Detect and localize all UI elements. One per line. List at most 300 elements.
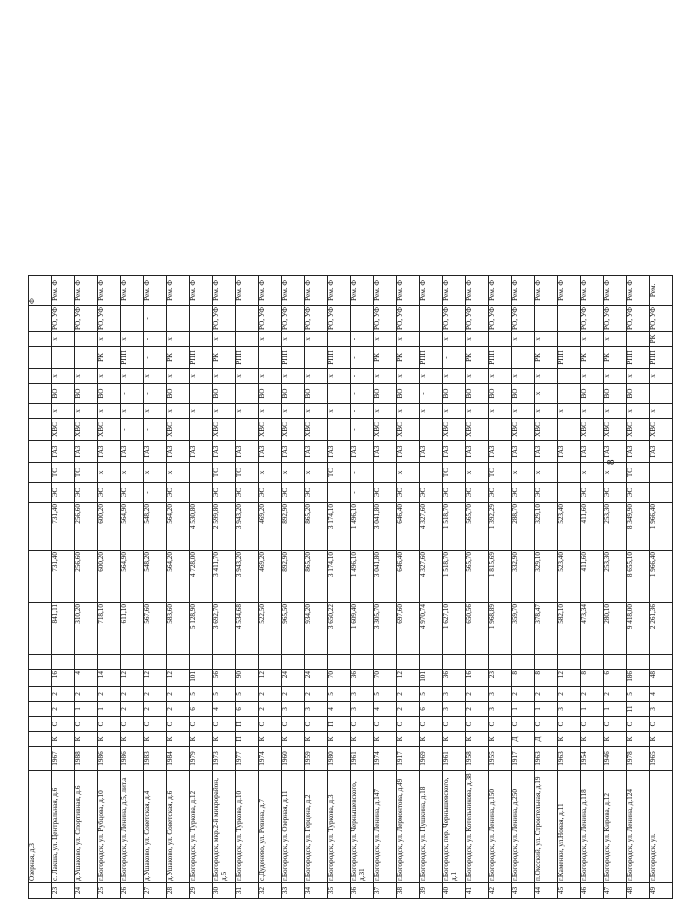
gas-cell: ГАЗ [144, 441, 167, 463]
area-total-cell: 3 692,70 [213, 603, 236, 655]
entrances-cell: 2 [466, 702, 489, 717]
num-cell: 37 [374, 883, 397, 899]
cold-water-cell: ХВС [581, 419, 604, 441]
address-cell: г.Богородск, ул. Лермонтова, д.49 [397, 771, 420, 883]
blank-cell [374, 655, 397, 670]
area-living-cell: 411,60 [581, 551, 604, 603]
hot-water-cell: х [420, 404, 443, 419]
year-cell: 1963 [535, 747, 558, 771]
gas-cell: ГАЗ [535, 441, 558, 463]
lift-cell: х [581, 332, 604, 347]
year-cell: 1980 [328, 747, 351, 771]
floors-cell: 2 [121, 687, 144, 702]
hot-water-cell: х [558, 404, 581, 419]
power-cell [650, 483, 673, 503]
area-living-cell: 1 496,10 [351, 551, 374, 603]
table-row [512, 275, 535, 898]
entrances-cell: 2 [259, 702, 282, 717]
lift-cell: х [282, 332, 305, 347]
table-row [650, 275, 673, 898]
num-cell: 47 [604, 883, 627, 899]
apartments-cell: 8 [535, 670, 558, 687]
roof-cell: РПП [558, 347, 581, 369]
year-cell: 1977 [236, 747, 259, 771]
wall-type-cell: К [627, 732, 650, 747]
power-cell: ЭС [52, 483, 75, 503]
cold-water-cell: ХВС [604, 419, 627, 441]
area-private-cell: 646,40 [397, 503, 420, 551]
blank-cell [328, 655, 351, 670]
address-cell: г.Богородск, ул. Ленина, д.147 [374, 771, 397, 883]
fund-cell: - [144, 305, 167, 331]
drain-cell: ВО [374, 384, 397, 404]
blank-cell [282, 655, 305, 670]
address-cell: г.Богородск, ул. Ленина, д.250 [512, 771, 535, 883]
apartments-cell: 56 [213, 670, 236, 687]
heat-cell: х [259, 463, 282, 483]
area-living-cell: 731,40 [52, 551, 75, 603]
lift-cell [627, 332, 650, 347]
num-cell: 24 [75, 883, 98, 899]
drain-cell: ВО [282, 384, 305, 404]
drain-cell: ВО [489, 384, 512, 404]
table-row [558, 275, 581, 898]
entrances-cell: 1 [75, 702, 98, 717]
blank-cell [650, 655, 673, 670]
area-total-cell: 697,60 [397, 603, 420, 655]
address-cell: с.Дуденево, ул. Ревина, д.7 [259, 771, 282, 883]
num-cell: 29 [190, 883, 213, 899]
repair-cell: Рем. Ф [374, 275, 397, 305]
area-living-cell: 565,70 [466, 551, 489, 603]
sewer-cell: х [144, 369, 167, 384]
cold-water-cell: ХВС [98, 419, 121, 441]
lift-cell [75, 332, 98, 347]
sewer-cell: х [305, 369, 328, 384]
address-cell: г.Богородск, ул. Кирова, д.12 [604, 771, 627, 883]
table-row [581, 275, 604, 898]
area-living-cell: 3 041,80 [374, 551, 397, 603]
sewer-cell: х [75, 369, 98, 384]
heat-cell: ТС [75, 463, 98, 483]
area-private-cell: 253,30 [604, 503, 627, 551]
type-cell: С [558, 717, 581, 732]
repair-cell: Рем. Ф [236, 275, 259, 305]
year-cell: 1986 [121, 747, 144, 771]
blank-cell [167, 655, 190, 670]
repair-cell: Рем. Ф [305, 275, 328, 305]
cold-water-cell [328, 419, 351, 441]
floors-cell: 2 [98, 687, 121, 702]
wall-type-cell: П [236, 732, 259, 747]
type-cell: С [604, 717, 627, 732]
wall-type-cell: К [581, 732, 604, 747]
area-living-cell: 329,10 [535, 551, 558, 603]
lift-cell [558, 332, 581, 347]
gas-cell: ГАЗ [167, 441, 190, 463]
area-total-cell: 4 970,74 [420, 603, 443, 655]
roof-cell: РПП [489, 347, 512, 369]
area-private-cell: 600,20 [98, 503, 121, 551]
area-total-cell: 1 609,40 [351, 603, 374, 655]
repair-cell: Рем. Ф [397, 275, 420, 305]
drain-cell: ВО [98, 384, 121, 404]
gas-cell: ГАЗ [443, 441, 466, 463]
roof-cell: РПП [627, 347, 650, 369]
power-cell [190, 483, 213, 503]
gas-cell: ГАЗ [420, 441, 443, 463]
sewer-cell: х [604, 369, 627, 384]
apartments-cell: 23 [489, 670, 512, 687]
fund-cell: РО, УФ [52, 305, 75, 331]
type-cell: С [282, 717, 305, 732]
num-cell: 40 [443, 883, 466, 899]
cold-water-cell: ХВС [397, 419, 420, 441]
roof-cell: РПП [328, 347, 351, 369]
gas-cell: ГАЗ [627, 441, 650, 463]
fund-cell [420, 305, 443, 331]
area-living-cell: 564,20 [167, 551, 190, 603]
power-cell: ЭС [236, 483, 259, 503]
power-cell: ЭС [604, 483, 627, 503]
lift-cell: х [167, 332, 190, 347]
power-cell: ЭС [420, 483, 443, 503]
repair-cell: Рем. Ф [581, 275, 604, 305]
apartments-cell: 101 [190, 670, 213, 687]
cold-water-cell: ХВС [650, 419, 673, 441]
blank-cell [305, 655, 328, 670]
wall-type-cell: К [282, 732, 305, 747]
sewer-cell: х [52, 369, 75, 384]
table-row [29, 275, 52, 898]
type-cell: С [144, 717, 167, 732]
lift-cell: х [305, 332, 328, 347]
drain-cell: ВО [443, 384, 466, 404]
num-cell: 25 [98, 883, 121, 899]
blank-cell [535, 655, 558, 670]
wall-type-cell: К [167, 732, 190, 747]
address-cell: с. Лакша, ул. Центральная, д.6 [52, 771, 75, 883]
num-cell: 34 [305, 883, 328, 899]
address-cell: г.Богородск, ул. Туркова, д.12 [190, 771, 213, 883]
cold-water-cell: ХВС [52, 419, 75, 441]
area-private-cell: 2 599,80 [213, 503, 236, 551]
address-cell: г.Каменки, ул.Новая, д.11 [558, 771, 581, 883]
apartments-cell: 6 [604, 670, 627, 687]
gas-cell: ГАЗ [305, 441, 328, 463]
area-total-cell: 1 627,10 [443, 603, 466, 655]
area-total-cell: 5 128,90 [190, 603, 213, 655]
sewer-cell: х [535, 369, 558, 384]
sewer-cell: х [512, 369, 535, 384]
num-cell: 43 [512, 883, 535, 899]
area-total-cell: 567,60 [144, 603, 167, 655]
fund-cell: РО, УФ [282, 305, 305, 331]
sewer-cell: х [328, 369, 351, 384]
cold-water-cell: ХВС [466, 419, 489, 441]
area-private-cell: 469,20 [259, 503, 282, 551]
wall-type-cell: Д [512, 732, 535, 747]
year-cell: 1979 [190, 747, 213, 771]
blank-cell [466, 655, 489, 670]
apartments-cell: 12 [259, 670, 282, 687]
repair-cell: Ф [29, 275, 52, 305]
type-cell: С [581, 717, 604, 732]
hot-water-cell: х [121, 404, 144, 419]
floors-cell: 4 [650, 687, 673, 702]
heat-cell [558, 463, 581, 483]
area-total-cell: 9 418,00 [627, 603, 650, 655]
heat-cell: х [397, 463, 420, 483]
roof-cell: - [443, 347, 466, 369]
type-cell: С [98, 717, 121, 732]
area-total-cell: 473,34 [581, 603, 604, 655]
num-cell: 31 [236, 883, 259, 899]
entrances-cell: 3 [351, 702, 374, 717]
num-cell: 38 [397, 883, 420, 899]
apartments-cell: 70 [374, 670, 397, 687]
blank-cell [397, 655, 420, 670]
hot-water-cell: х [443, 404, 466, 419]
year-cell: 1974 [374, 747, 397, 771]
repair-cell: Рем. Ф [144, 275, 167, 305]
address-cell: г.Богородск, ул. Котельникова, д.38 [466, 771, 489, 883]
table-row [489, 275, 512, 898]
cold-water-cell: ХВС [259, 419, 282, 441]
drain-cell [328, 384, 351, 404]
type-cell: С [305, 717, 328, 732]
cold-water-cell: ХВС [167, 419, 190, 441]
year-cell: 1965 [650, 747, 673, 771]
area-total-cell: 310,20 [75, 603, 98, 655]
floors-cell: 2 [144, 687, 167, 702]
type-cell: С [190, 717, 213, 732]
apartments-cell: 8 [512, 670, 535, 687]
floors-cell: 3 [351, 687, 374, 702]
roof-cell: - [144, 347, 167, 369]
heat-cell: х [167, 463, 190, 483]
area-living-cell: 865,20 [305, 551, 328, 603]
sewer-cell: х [466, 369, 489, 384]
area-total-cell: 965,50 [282, 603, 305, 655]
fund-cell: РО, УФ [259, 305, 282, 331]
hot-water-cell: х [98, 404, 121, 419]
type-cell: С [650, 717, 673, 732]
apartments-cell: 36 [443, 670, 466, 687]
gas-cell: ГАЗ [75, 441, 98, 463]
hot-water-cell: х [282, 404, 305, 419]
power-cell: ЭС [489, 483, 512, 503]
power-cell: ЭС [466, 483, 489, 503]
wall-type-cell: К [190, 732, 213, 747]
fund-cell: РО, УФ [374, 305, 397, 331]
entrances-cell: 1 [535, 702, 558, 717]
type-cell: С [489, 717, 512, 732]
hot-water-cell: х [144, 404, 167, 419]
repair-cell: Рем. Ф [213, 275, 236, 305]
drain-cell: х [535, 384, 558, 404]
table-row [190, 275, 213, 898]
entrances-cell: 6 [190, 702, 213, 717]
repair-cell: Рем. Ф [558, 275, 581, 305]
entrances-cell: 4 [213, 702, 236, 717]
area-total-cell: 359,70 [512, 603, 535, 655]
sewer-cell: х [213, 369, 236, 384]
num-cell: 36 [351, 883, 374, 899]
year-cell: 1988 [75, 747, 98, 771]
year-cell: 1959 [305, 747, 328, 771]
cold-water-cell [489, 419, 512, 441]
apartments-cell: 70 [328, 670, 351, 687]
sewer-cell: х [167, 369, 190, 384]
hot-water-cell: х [52, 404, 75, 419]
lift-cell: РК [650, 332, 673, 347]
wall-type-cell: К [213, 732, 236, 747]
address-cell: г.Богородск, ул. Чернышевского, д.31 [351, 771, 374, 883]
area-total-cell: 4 534,68 [236, 603, 259, 655]
power-cell: ЭС [397, 483, 420, 503]
hot-water-cell: х [213, 404, 236, 419]
power-cell: ЭС [443, 483, 466, 503]
address-cell: г.Богородск, ул. Ленина, д.150 [489, 771, 512, 883]
table-row [213, 275, 236, 898]
entrances-cell: 1 [604, 702, 627, 717]
lift-cell [190, 332, 213, 347]
num-cell: 49 [650, 883, 673, 899]
cold-water-cell [190, 419, 213, 441]
address-cell: д.Ушаково, ул. Советская, д.6 [167, 771, 190, 883]
gas-cell: ГАЗ [558, 441, 581, 463]
apartments-cell: 186 [627, 670, 650, 687]
num-cell: 45 [558, 883, 581, 899]
num-cell: 27 [144, 883, 167, 899]
fund-cell: РО, УФ [98, 305, 121, 331]
address-cell: г.Богородск, ул. Озерная, д.11 [282, 771, 305, 883]
roof-cell [305, 347, 328, 369]
table-row [305, 275, 328, 898]
num-cell: 28 [167, 883, 190, 899]
fund-cell: РО, УФ [328, 305, 351, 331]
apartments-cell: 16 [52, 670, 75, 687]
gas-cell: ГАЗ [397, 441, 420, 463]
gas-cell: ГАЗ [466, 441, 489, 463]
address-cell: г.Богородск, мкр.2-й микрорайон, д.5 [213, 771, 236, 883]
heat-cell: х [466, 463, 489, 483]
wall-type-cell: К [489, 732, 512, 747]
sewer-cell: х [650, 369, 673, 384]
area-living-cell: 1 966,40 [650, 551, 673, 603]
entrances-cell: 4 [374, 702, 397, 717]
hot-water-cell: х [259, 404, 282, 419]
floors-cell: 3 [489, 687, 512, 702]
year-cell: 1983 [144, 747, 167, 771]
table-row [75, 275, 98, 898]
address-cell: г.Богородск, ул. [650, 771, 673, 883]
year-cell: 1961 [351, 747, 374, 771]
hot-water-cell: х [328, 404, 351, 419]
hot-water-cell: х [305, 404, 328, 419]
wall-type-cell: К [558, 732, 581, 747]
blank-cell [52, 655, 75, 670]
area-total-cell: 583,60 [167, 603, 190, 655]
roof-cell: РПП [190, 347, 213, 369]
table-row [236, 275, 259, 898]
type-cell: С [420, 717, 443, 732]
area-living-cell: 523,40 [558, 551, 581, 603]
table-row [627, 275, 650, 898]
year-cell: 1961 [443, 747, 466, 771]
gas-cell: ГАЗ [98, 441, 121, 463]
heat-cell: ТС [236, 463, 259, 483]
apartments-cell: 14 [98, 670, 121, 687]
sewer-cell: х [259, 369, 282, 384]
heat-cell: ТС [328, 463, 351, 483]
gas-cell: ГАЗ [489, 441, 512, 463]
wall-type-cell: К [351, 732, 374, 747]
address-cell: г.Богородск, пер. Чернышевского, д.1 [443, 771, 466, 883]
floors-cell: 2 [75, 687, 98, 702]
blank-cell [121, 655, 144, 670]
heat-cell: х [121, 463, 144, 483]
num-cell: 33 [282, 883, 305, 899]
year-cell: 1969 [420, 747, 443, 771]
roof-cell: РК [397, 347, 420, 369]
floors-cell: 5 [236, 687, 259, 702]
area-living-cell: 548,20 [144, 551, 167, 603]
wall-type-cell: К [466, 732, 489, 747]
address-cell: г.Богородск, ул. Ленина, д.118 [581, 771, 604, 883]
area-living-cell: 564,90 [121, 551, 144, 603]
year-cell: 1974 [259, 747, 282, 771]
area-private-cell: 256,60 [75, 503, 98, 551]
blank-cell [489, 655, 512, 670]
blank-cell [443, 655, 466, 670]
gas-cell: ГАЗ [236, 441, 259, 463]
table-row [604, 275, 627, 898]
entrances-cell: 2 [397, 702, 420, 717]
gas-cell: ГАЗ [213, 441, 236, 463]
cold-water-cell: - [144, 419, 167, 441]
wall-type-cell: К [75, 732, 98, 747]
area-private-cell: 1 966,40 [650, 503, 673, 551]
wall-type-cell: К [98, 732, 121, 747]
entrances-cell: 3 [305, 702, 328, 717]
num-cell: 48 [627, 883, 650, 899]
fund-cell: РО, УФ [213, 305, 236, 331]
fund-cell: РО, УФ [443, 305, 466, 331]
wall-type-cell: К [650, 732, 673, 747]
apartments-cell: 12 [397, 670, 420, 687]
hot-water-cell: х [650, 404, 673, 419]
entrances-cell: 2 [121, 702, 144, 717]
area-total-cell: 378,47 [535, 603, 558, 655]
power-cell: ЭС [167, 483, 190, 503]
fund-cell [190, 305, 213, 331]
drain-cell: ВО [512, 384, 535, 404]
type-cell: С [351, 717, 374, 732]
repair-cell: Рем. Ф [190, 275, 213, 305]
year-cell: 1963 [558, 747, 581, 771]
heat-cell [420, 463, 443, 483]
wall-type-cell: К [374, 732, 397, 747]
type-cell: С [512, 717, 535, 732]
hot-water-cell: х [466, 404, 489, 419]
address-cell: г.Богородск, ул. Пушкина, д.18 [420, 771, 443, 883]
area-private-cell: 1 496,10 [351, 503, 374, 551]
sewer-cell: х [489, 369, 512, 384]
gas-cell: ГАЗ [512, 441, 535, 463]
fund-cell: РО, УФ [627, 305, 650, 331]
